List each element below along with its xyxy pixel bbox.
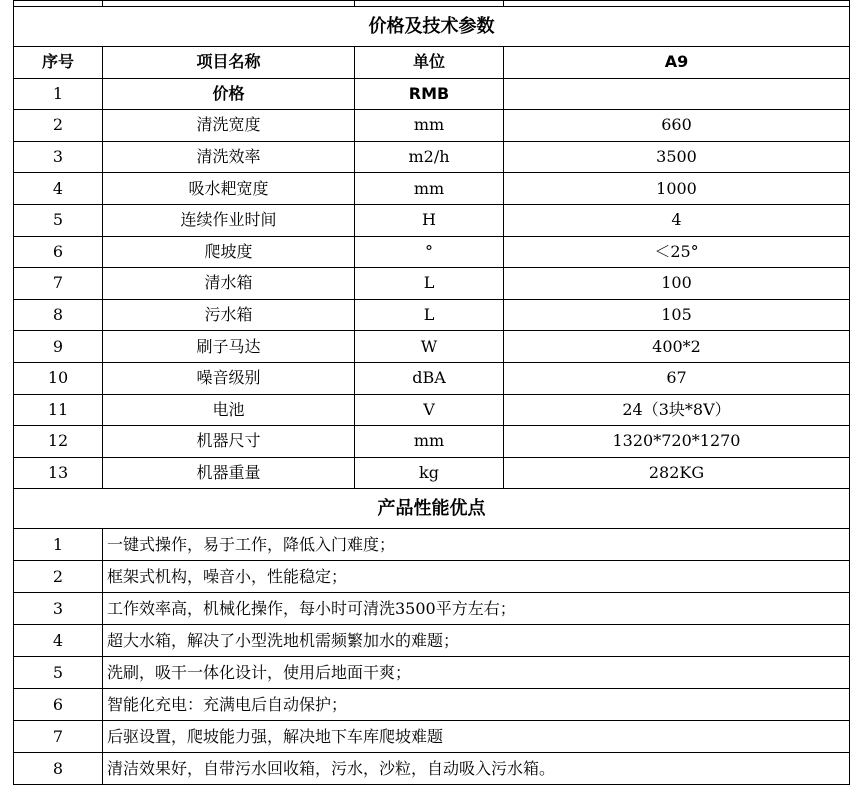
feature-text: 洗刷，吸干一体化设计，使用后地面干爽； [103,657,850,689]
spec-row [14,331,850,363]
row-item: 噪音级别 [103,362,355,394]
spec-row [14,394,850,426]
row-no: 13 [14,457,103,489]
row-item: 价格 [103,78,355,110]
feature-row [14,561,850,593]
spec-row [14,110,850,142]
column-header-row [14,47,850,79]
row-no: 10 [14,362,103,394]
spec-row [14,141,850,173]
row-value: 105 [504,299,850,331]
feature-no: 7 [14,721,103,753]
spec-row [14,299,850,331]
row-unit: ° [355,236,504,268]
row-item: 清水箱 [103,268,355,300]
feature-text: 智能化充电：充满电后自动保护； [103,689,850,721]
row-unit: L [355,299,504,331]
row-no: 9 [14,331,103,363]
row-value: 1000 [504,173,850,205]
row-value: 282KG [504,457,850,489]
row-item: 连续作业时间 [103,204,355,236]
row-value: 4 [504,204,850,236]
spec-row [14,362,850,394]
spec-row [14,426,850,458]
feature-no: 3 [14,593,103,625]
row-item: 污水箱 [103,299,355,331]
row-unit: mm [355,110,504,142]
spec-row [14,268,850,300]
feature-row [14,657,850,689]
features-section-title: 产品性能优点 [14,489,850,529]
header-model: A9 [504,47,850,79]
row-value: 67 [504,362,850,394]
feature-no: 8 [14,753,103,785]
row-unit: V [355,394,504,426]
row-value: 400*2 [504,331,850,363]
row-value: 1320*720*1270 [504,426,850,458]
spec-row [14,204,850,236]
spec-row [14,173,850,205]
row-value: ＜25° [504,236,850,268]
row-no: 4 [14,173,103,205]
feature-row [14,721,850,753]
row-no: 7 [14,268,103,300]
feature-no: 4 [14,625,103,657]
feature-row [14,689,850,721]
row-no: 11 [14,394,103,426]
header-no: 序号 [14,47,103,79]
feature-row [14,593,850,625]
row-unit: H [355,204,504,236]
feature-row [14,753,850,785]
row-value: 3500 [504,141,850,173]
spec-section-header-row [14,7,850,47]
row-item: 清洗效率 [103,141,355,173]
spec-sheet-table [13,0,850,785]
feature-row [14,625,850,657]
row-unit: W [355,331,504,363]
row-no: 2 [14,110,103,142]
feature-text: 一键式操作，易于工作，降低入门难度； [103,529,850,561]
spec-row [14,236,850,268]
spec-section-title: 价格及技术参数 [14,7,850,47]
feature-no: 2 [14,561,103,593]
row-no: 12 [14,426,103,458]
feature-text: 框架式机构，噪音小，性能稳定； [103,561,850,593]
row-value: 660 [504,110,850,142]
feature-text: 工作效率高，机械化操作，每小时可清洗3500平方左右； [103,593,850,625]
row-unit: dBA [355,362,504,394]
row-item: 刷子马达 [103,331,355,363]
row-item: 机器尺寸 [103,426,355,458]
feature-no: 1 [14,529,103,561]
header-item: 项目名称 [103,47,355,79]
feature-text: 后驱设置，爬坡能力强，解决地下车库爬坡难题 [103,721,850,753]
row-unit: m2/h [355,141,504,173]
row-item: 吸水耙宽度 [103,173,355,205]
row-value: 100 [504,268,850,300]
row-value: 24（3块*8V） [504,394,850,426]
row-unit: mm [355,426,504,458]
row-no: 1 [14,78,103,110]
row-no: 8 [14,299,103,331]
row-unit: RMB [355,78,504,110]
row-unit: kg [355,457,504,489]
feature-text: 清洁效果好，自带污水回收箱，污水，沙粒，自动吸入污水箱。 [103,753,850,785]
row-item: 机器重量 [103,457,355,489]
row-no: 5 [14,204,103,236]
feature-text: 超大水箱，解决了小型洗地机需频繁加水的难题； [103,625,850,657]
features-section-header-row [14,489,850,529]
row-no: 3 [14,141,103,173]
row-item: 清洗宽度 [103,110,355,142]
price-row [14,78,850,110]
row-item: 爬坡度 [103,236,355,268]
row-item: 电池 [103,394,355,426]
feature-row [14,529,850,561]
feature-no: 6 [14,689,103,721]
spec-row [14,457,850,489]
row-unit: mm [355,173,504,205]
row-value [504,78,850,110]
row-unit: L [355,268,504,300]
row-no: 6 [14,236,103,268]
feature-no: 5 [14,657,103,689]
header-unit: 单位 [355,47,504,79]
